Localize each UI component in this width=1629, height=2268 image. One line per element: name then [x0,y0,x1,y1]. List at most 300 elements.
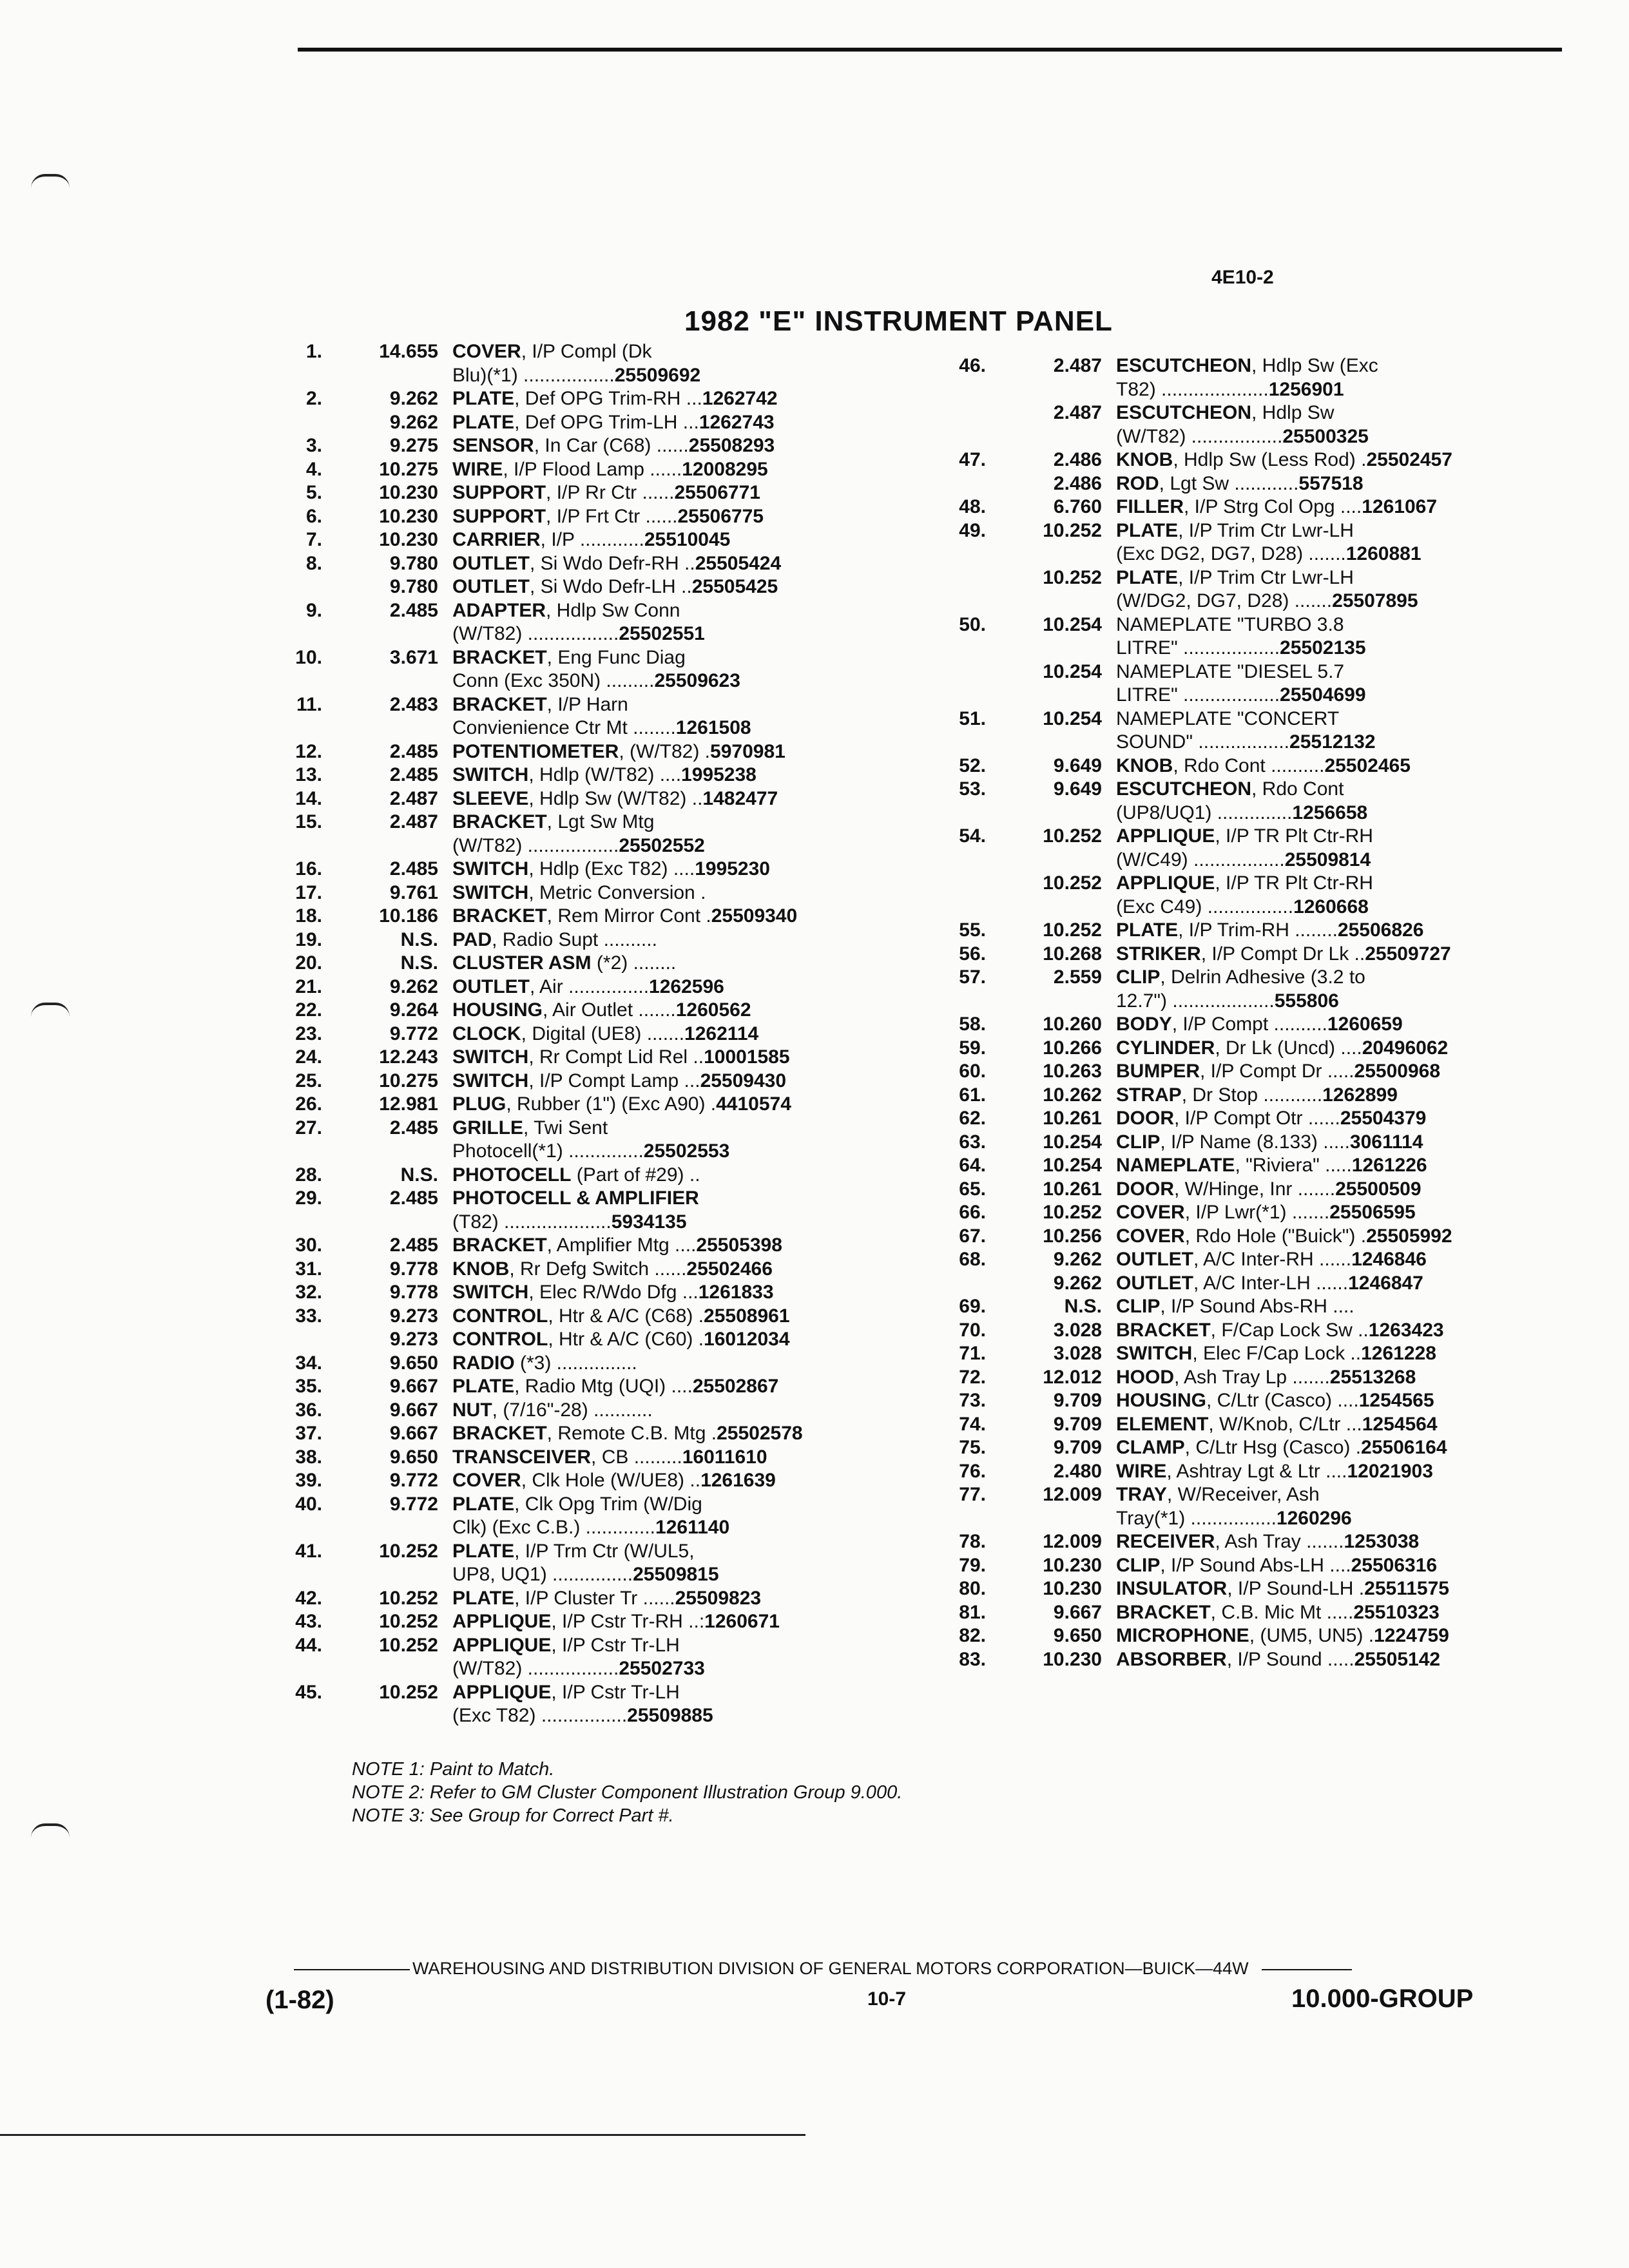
part-description: PLATE, I/P Cluster Tr ...... [452,1587,675,1609]
parts-row [277,552,803,576]
parts-row [277,1375,803,1399]
item-number: 33. [295,1305,322,1327]
part-description: CLIP, I/P Name (8.133) ..... [1116,1131,1350,1153]
part-number: 25502578 [717,1423,803,1444]
part-description: SWITCH, I/P Compt Lamp ... [452,1070,700,1091]
item-number: 11. [296,693,322,715]
part-number: 25505992 [1366,1225,1452,1247]
part-number: 25509430 [700,1070,787,1091]
part-number: 1246847 [1348,1272,1423,1294]
item-number [277,1140,322,1164]
part-description: DOOR, W/Hinge, Inr ....... [1116,1178,1336,1200]
parts-row [941,472,1452,496]
part-number: 25502552 [619,834,705,856]
item-number: 26. [295,1093,322,1115]
item-number: 52. [959,754,986,776]
part-description: COVER, Rdo Hole ("Buick") . [1116,1225,1367,1247]
item-number: 66. [959,1202,986,1223]
parts-row [941,1389,1452,1413]
group-ref [986,378,1102,402]
part-number: 1262596 [649,975,724,997]
part-number: 1260659 [1327,1014,1403,1035]
part-description: HOUSING, C/Ltr (Casco) .... [1116,1390,1359,1411]
part-description: PHOTOCELL & AMPLIFIER [452,1187,699,1209]
group-ref [986,590,1102,613]
part-number: 25502457 [1366,449,1452,470]
group-ref: 10.186 [379,905,438,927]
parts-row [277,505,803,529]
item-number [941,378,986,402]
group-ref: 10.254 [1043,1131,1102,1153]
group-ref [986,990,1102,1014]
part-description: (W/C49) ................. [1116,849,1285,870]
item-number: 20. [295,952,322,974]
parts-row [941,1601,1452,1625]
item-number: 71. [959,1343,986,1364]
parts-row [941,1342,1452,1366]
part-description: SWITCH, Hdlp (Exc T82) .... [452,858,695,879]
part-description: BRACKET, Lgt Sw Mtg [452,811,655,832]
part-number: 25504379 [1340,1108,1427,1129]
note: NOTE 2: Refer to GM Cluster Component Illustration Group 9.000. [352,1782,903,1803]
group-ref: 10.252 [379,1587,438,1609]
item-number: 35. [295,1376,322,1397]
group-ref: 2.485 [389,858,438,879]
part-number: 25506771 [674,482,760,503]
item-number: 7. [305,529,322,550]
group-ref [322,1140,438,1164]
part-description: OUTLET, Si Wdo Defr-RH .. [452,552,695,574]
part-description: SENSOR, In Car (C68) ...... [452,435,689,456]
item-number: 60. [959,1061,986,1082]
part-number: 25505398 [696,1235,782,1256]
group-ref [322,1704,438,1728]
item-number: 8. [305,552,322,574]
part-description: Photocell(*1) .............. [452,1140,644,1162]
parts-row [941,354,1452,378]
part-description: BRACKET, Rem Mirror Cont . [452,905,711,927]
part-number: 25512132 [1289,731,1376,753]
parts-row [277,528,803,552]
group-ref: 2.559 [1053,966,1102,988]
item-number [277,1211,322,1235]
parts-row [277,975,803,999]
item-number: 70. [959,1319,986,1341]
part-description: CLIP, I/P Sound Abs-RH .... [1116,1296,1354,1317]
parts-row [277,340,803,364]
parts-list-left [277,340,803,1728]
item-number: 78. [959,1531,986,1552]
part-description: Convienience Ctr Mt ........ [452,717,676,738]
part-description: BRACKET, C.B. Mic Mt ..... [1116,1601,1354,1623]
group-ref: 10.252 [379,1634,438,1656]
item-number: 81. [959,1601,986,1623]
item-number: 54. [959,825,986,847]
part-number: 1256901 [1268,378,1344,400]
item-number: 68. [959,1249,986,1270]
parts-row [941,566,1452,590]
part-number: 25509727 [1365,943,1451,965]
part-number: 1253038 [1344,1531,1420,1552]
part-description: RADIO (*3) ............... [452,1352,637,1374]
part-number: 25509815 [633,1564,719,1585]
parts-row [277,764,803,787]
parts-row [277,1211,803,1235]
parts-row [277,999,803,1023]
item-number: 34. [295,1352,322,1374]
part-number: 4410574 [716,1093,791,1115]
item-number [941,872,986,896]
part-description: (W/T82) ................. [452,834,619,856]
group-ref: 9.650 [389,1446,438,1468]
item-number: 73. [959,1390,986,1411]
group-ref [322,1516,438,1540]
group-ref [986,637,1102,660]
part-number: 25509692 [614,364,701,386]
parts-row [941,1225,1452,1249]
item-number: 79. [959,1554,986,1576]
part-number: 5970981 [710,740,786,762]
parts-row [941,1272,1452,1296]
part-description: Tray(*1) ................ [1116,1507,1277,1529]
group-ref: 10.254 [1043,1155,1102,1176]
part-number: 1262114 [684,1023,759,1044]
parts-row [941,1530,1452,1554]
group-ref: 10.262 [1043,1084,1102,1106]
part-description: (W/DG2, DG7, D28) ....... [1116,590,1333,611]
part-number: 557518 [1298,472,1364,494]
part-number: 1254565 [1358,1390,1434,1411]
group-ref: 9.667 [389,1399,438,1421]
group-ref [322,1563,438,1587]
group-ref: 2.485 [389,764,438,785]
part-description: PLATE, I/P Trim-RH ........ [1116,919,1338,941]
part-description: HOUSING, Air Outlet ....... [452,999,676,1021]
item-number: 25. [295,1070,322,1091]
group-ref: N.S. [400,952,438,974]
part-description: NAMEPLATE "DIESEL 5.7 [1116,660,1345,682]
part-number: 25502867 [692,1376,779,1397]
parts-row [277,1046,803,1070]
part-description: COVER, I/P Compl (Dk [452,341,652,362]
parts-row [277,1563,803,1587]
part-number: 1995230 [695,858,770,879]
part-description: PLATE, Def OPG Trim-LH ... [452,411,699,433]
group-ref: 10.252 [379,1540,438,1562]
parts-row [277,458,803,482]
binder-mark [31,1003,70,1017]
part-description: SLEEVE, Hdlp Sw (W/T82) .. [452,787,703,809]
parts-row [941,448,1452,472]
item-number: 69. [959,1296,986,1317]
part-description: (Exc C49) ................ [1116,896,1294,918]
item-number: 47. [959,449,986,470]
item-number: 29. [295,1187,322,1209]
parts-row [277,1422,803,1446]
parts-row [941,519,1452,543]
part-description: KNOB, Hdlp Sw (Less Rod) . [1116,449,1367,470]
item-number: 53. [959,778,986,800]
part-description: SUPPORT, I/P Frt Ctr ...... [452,505,678,527]
parts-row [277,1634,803,1658]
parts-row [941,1037,1452,1061]
group-ref [322,1657,438,1681]
parts-row [277,1681,803,1705]
part-description: GRILLE, Twi Sent [452,1117,608,1139]
group-ref: 9.262 [1053,1249,1102,1270]
part-description: Clk) (Exc C.B.) ............. [452,1517,656,1538]
part-number: 1254564 [1362,1413,1438,1435]
part-description: INSULATOR, I/P Sound-LH . [1116,1578,1365,1599]
part-number: 25506595 [1329,1202,1416,1223]
parts-row [277,434,803,458]
part-number: 25502733 [619,1658,705,1679]
item-number [941,1272,986,1296]
part-number: 25504699 [1280,684,1366,706]
item-number [941,731,986,754]
part-description: PLATE, I/P Trm Ctr (W/UL5, [452,1540,695,1562]
group-ref: 10.266 [1043,1037,1102,1059]
group-ref: 9.667 [389,1423,438,1444]
part-description: PHOTOCELL (Part of #29) .. [452,1164,700,1186]
item-number [941,425,986,449]
parts-row [941,684,1452,707]
group-ref: 2.486 [1053,472,1102,494]
part-description: SWITCH, Metric Conversion . [452,881,706,903]
parts-row [277,1516,803,1540]
parts-row [277,693,803,717]
item-number: 64. [959,1155,986,1176]
parts-row [277,716,803,740]
parts-row [277,1610,803,1634]
group-ref: 10.252 [1043,566,1102,588]
parts-row [277,858,803,881]
item-number: 30. [295,1235,322,1256]
group-ref: N.S. [1064,1296,1102,1317]
parts-row [941,378,1452,402]
footer-page-number: 10-7 [867,1988,907,2010]
part-description: UP8, UQ1) ............... [452,1564,633,1585]
group-ref: 10.252 [1043,519,1102,541]
item-number: 1. [305,341,322,362]
item-number: 76. [959,1460,986,1482]
parts-row [277,669,803,693]
parts-row [277,1399,803,1423]
group-ref: 10.252 [379,1611,438,1632]
part-description: APPLIQUE, I/P Cstr Tr-LH [452,1634,680,1656]
item-number: 27. [295,1117,322,1139]
group-ref: 10.275 [379,458,438,480]
page-id: 4E10-2 [1211,267,1274,288]
group-ref: 9.667 [389,1376,438,1397]
parts-row [941,825,1452,849]
parts-row [277,740,803,764]
part-number: 1261833 [698,1282,774,1303]
part-description: PLATE, Clk Opg Trim (W/Dig [452,1493,702,1515]
item-number [941,1507,986,1531]
group-ref: 10.252 [1043,919,1102,941]
group-ref [986,543,1102,566]
part-description: NUT, (7/16"-28) ........... [452,1399,653,1421]
item-number: 74. [959,1413,986,1435]
item-number: 62. [959,1108,986,1129]
part-description: ESCUTCHEON, Hdlp Sw [1116,402,1335,423]
group-ref: 9.780 [389,552,438,574]
group-ref [322,669,438,693]
group-ref: 2.485 [389,1117,438,1139]
group-ref: N.S. [400,1164,438,1186]
note: NOTE 1: Paint to Match. [352,1759,555,1780]
part-description: WIRE, I/P Flood Lamp ...... [452,458,682,480]
item-number: 6. [305,505,322,527]
part-description: CARRIER, I/P ............ [452,529,644,550]
parts-row [277,1657,803,1681]
part-description: ABSORBER, I/P Sound ..... [1116,1648,1354,1670]
parts-row [277,1328,803,1352]
part-description: 12.7") ................... [1116,990,1275,1012]
part-description: (UP8/UQ1) .............. [1116,802,1293,823]
item-number [941,590,986,613]
group-ref: 10.230 [379,482,438,503]
part-description: Blu)(*1) ................. [452,364,615,386]
item-number [277,364,322,388]
group-ref: 9.273 [389,1305,438,1327]
notes [352,1758,902,1827]
item-number: 50. [959,613,986,635]
part-description: BRACKET, F/Cap Lock Sw .. [1116,1319,1369,1341]
item-number: 39. [295,1470,322,1491]
part-number: 1260562 [675,999,751,1021]
parts-row [941,849,1452,872]
part-description: WIRE, Ashtray Lgt & Ltr .... [1116,1460,1347,1482]
part-number: 1246846 [1351,1249,1427,1270]
part-number: 1995238 [681,764,757,785]
part-description: ADAPTER, Hdlp Sw Conn [452,599,680,621]
part-number: 25506775 [677,505,764,527]
item-number: 42. [295,1587,322,1609]
part-number: 25505424 [695,552,782,574]
part-number: 25506316 [1351,1554,1438,1576]
part-description: PLATE, I/P Trim Ctr Lwr-LH [1116,519,1354,541]
parts-row [277,1305,803,1329]
part-number: 25507895 [1332,590,1418,611]
item-number: 65. [959,1178,986,1200]
part-description: PLATE, Radio Mtg (UQI) .... [452,1376,693,1397]
parts-row [941,1013,1452,1037]
item-number: 10. [295,646,322,668]
parts-row [277,952,803,975]
parts-row [941,495,1452,519]
item-number [941,896,986,919]
group-ref: 9.262 [389,388,438,409]
item-number: 44. [295,1634,322,1656]
group-ref: 2.480 [1053,1460,1102,1482]
item-number: 75. [959,1437,986,1458]
parts-row [277,1140,803,1164]
part-description: COVER, I/P Lwr(*1) ....... [1116,1202,1330,1223]
item-number [277,411,322,435]
group-ref: 2.483 [389,693,438,715]
parts-row [941,1436,1452,1460]
parts-row [941,802,1452,825]
group-ref: 9.772 [389,1470,438,1491]
part-description: APPLIQUE, I/P TR Plt Ctr-RH [1116,872,1373,894]
part-number: 1261226 [1351,1155,1427,1176]
part-number: 1256658 [1292,802,1368,823]
group-ref: 9.264 [389,999,438,1021]
part-description: BODY, I/P Compt .......... [1116,1014,1327,1035]
item-number: 82. [959,1625,986,1646]
parts-row [277,481,803,505]
group-ref [986,896,1102,919]
parts-row [941,1154,1452,1178]
part-number: 20496062 [1362,1037,1449,1059]
parts-row [941,1624,1452,1648]
item-number: 59. [959,1037,986,1059]
part-number: 1482477 [702,787,778,809]
parts-row [941,778,1452,802]
part-description: (Exc DG2, DG7, D28) ....... [1116,543,1346,564]
group-ref: 10.261 [1043,1108,1102,1129]
group-ref: 9.772 [389,1023,438,1044]
item-number [941,802,986,825]
part-number: 25506826 [1337,919,1424,941]
group-ref: 9.772 [389,1493,438,1515]
item-number: 16. [295,858,322,879]
group-ref: 10.275 [379,1070,438,1091]
parts-row [277,1234,803,1258]
binder-mark [31,174,70,188]
part-description: OUTLET, A/C Inter-RH ...... [1116,1249,1352,1270]
group-ref: 10.260 [1043,1014,1102,1035]
page-title: 1982 "E" INSTRUMENT PANEL [684,305,1113,337]
part-description: T82) .................... [1116,378,1269,400]
part-number: 1262899 [1322,1084,1398,1106]
part-description: RECEIVER, Ash Tray ....... [1116,1531,1344,1552]
part-description: CLOCK, Digital (UE8) ....... [452,1023,685,1044]
parts-row [941,1248,1452,1272]
parts-row [277,1164,803,1187]
parts-row [277,811,803,834]
group-ref: 12.009 [1043,1531,1102,1552]
parts-row [277,834,803,858]
part-number: 1260668 [1293,896,1369,918]
part-number: 25505425 [691,576,778,597]
group-ref: 9.649 [1053,778,1102,800]
part-description: CYLINDER, Dr Lk (Uncd) .... [1116,1037,1362,1059]
parts-row [277,1023,803,1046]
part-number: 1261228 [1361,1343,1436,1364]
item-number: 15. [295,811,322,832]
part-description: LITRE" .................. [1116,684,1280,706]
group-ref: 10.256 [1043,1225,1102,1247]
part-description: TRANSCEIVER, CB ......... [452,1446,682,1468]
item-number: 18. [295,905,322,927]
part-number: 1263423 [1368,1319,1444,1341]
group-ref: N.S. [400,928,438,950]
part-description: PLUG, Rubber (1") (Exc A90) . [452,1093,717,1115]
footer-date: (1-82) [265,1986,334,2014]
parts-row [941,637,1452,660]
part-number: 25513268 [1329,1366,1416,1388]
part-number: 25509814 [1284,849,1371,870]
parts-row [941,1084,1452,1108]
part-description: DOOR, I/P Compt Otr ...... [1116,1108,1340,1129]
group-ref [986,849,1102,872]
group-ref: 2.485 [389,1235,438,1256]
part-description: SOUND" ................. [1116,731,1290,753]
item-number [941,660,986,684]
